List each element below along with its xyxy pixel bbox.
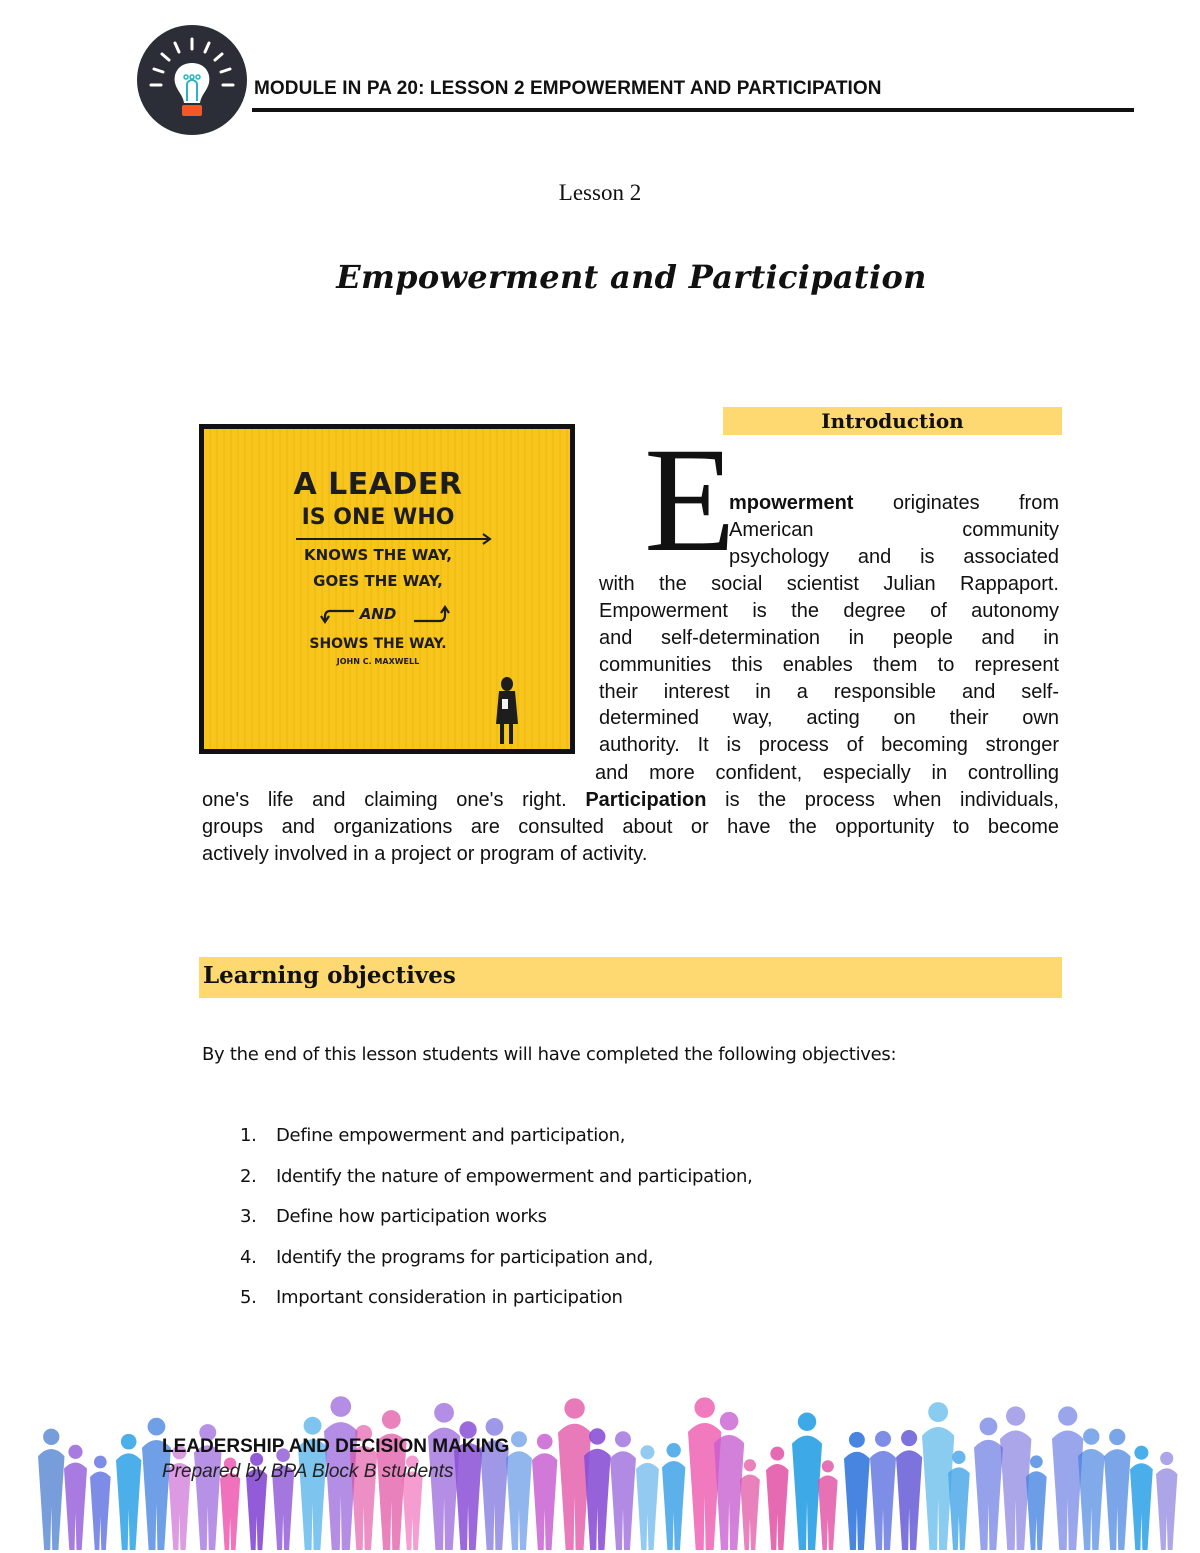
lesson-title: Empowerment and Participation (336, 258, 927, 296)
person-silhouette (636, 1445, 659, 1550)
person-silhouette (116, 1434, 141, 1550)
arrow-right-icon (296, 534, 490, 544)
poster-decoration (204, 429, 570, 749)
paragraph-line: communities this enables them to represent (599, 653, 1059, 676)
objectives-intro: By the end of this lesson students will have completed the following objectives: (202, 1044, 897, 1065)
person-silhouette (1156, 1452, 1177, 1550)
poster-line: SHOWS THE WAY. (309, 636, 447, 652)
list-number: 5. (240, 1287, 257, 1308)
paragraph-line: and more confident, especially in controlling (595, 762, 1059, 784)
list-number: 2. (240, 1166, 257, 1187)
person-silhouette (766, 1447, 789, 1550)
footer-title: LEADERSHIP AND DECISION MAKING (162, 1436, 510, 1457)
text-run: originates from (853, 492, 1059, 514)
leadership-quote-poster (199, 424, 575, 754)
list-number: 1. (240, 1125, 257, 1146)
text-run: one's life and claiming one's right. (202, 789, 586, 811)
person-figure (496, 677, 518, 744)
learning-objectives-banner (199, 957, 1062, 998)
bold-term: mpowerment (729, 492, 854, 514)
list-text: Define empowerment and participation, (276, 1125, 626, 1146)
paragraph-line: their interest in a responsible and self- (599, 680, 1059, 703)
text-run: is the process when individuals, (706, 789, 1059, 811)
introduction-heading: Introduction (723, 407, 1062, 435)
introduction-paragraph (599, 571, 1059, 759)
list-item (240, 1247, 653, 1268)
paragraph-line: psychology and is associated (729, 545, 1059, 568)
person-silhouette (818, 1460, 838, 1550)
person-silhouette (974, 1418, 1003, 1550)
list-number: 4. (240, 1247, 257, 1268)
person-silhouette (1052, 1406, 1083, 1550)
person-silhouette (662, 1443, 685, 1550)
paragraph-line: actively involved in a project or program of activity. (202, 842, 648, 865)
poster-line: IS ONE WHO (301, 505, 455, 530)
lightbulb-icon (137, 25, 247, 135)
poster-author: JOHN C. MAXWELL (336, 657, 420, 666)
introduction-paragraph (202, 787, 1059, 868)
person-silhouette (870, 1431, 896, 1550)
paragraph-line: and self-determination in people and in (599, 626, 1059, 649)
poster-line: AND (359, 605, 397, 623)
list-text: Define how participation works (276, 1206, 547, 1227)
list-text: Identify the programs for participation and, (276, 1247, 654, 1268)
poster-line: KNOWS THE WAY, (304, 546, 452, 564)
person-silhouette (1130, 1446, 1153, 1550)
person-silhouette (38, 1429, 65, 1550)
list-text: Important consideration in participation (276, 1287, 623, 1308)
paragraph-line: determined way, acting on their own (599, 707, 1059, 730)
person-silhouette (610, 1431, 636, 1550)
person-silhouette (896, 1430, 922, 1550)
paragraph-line: American community (729, 518, 1059, 541)
paragraph-line: groups and organizations are consulted about or have the opportunity to become (202, 815, 1059, 838)
footer-subtitle: Prepared by BPA Block B students (162, 1461, 454, 1482)
person-silhouette (1104, 1429, 1130, 1550)
person-silhouette (90, 1456, 111, 1550)
arrow-left-icon (321, 611, 354, 622)
header-divider (252, 108, 1134, 112)
list-item (240, 1206, 547, 1227)
poster-line: GOES THE WAY, (313, 572, 443, 590)
list-item (240, 1166, 753, 1187)
person-silhouette (844, 1432, 870, 1550)
introduction-paragraph (729, 490, 1059, 571)
drop-cap: E (644, 417, 736, 583)
paragraph-line (729, 490, 1059, 517)
paragraph-line (202, 787, 1059, 814)
bold-term: Participation (585, 789, 707, 811)
poster-line: A LEADER (293, 467, 463, 502)
person-silhouette (740, 1459, 760, 1550)
person-silhouette (792, 1412, 822, 1550)
lesson-number: Lesson 2 (558, 180, 642, 205)
list-number: 3. (240, 1206, 257, 1227)
introduction-paragraph (595, 760, 1059, 787)
paragraph-line: authority. It is process of becoming stronger (599, 734, 1059, 757)
person-silhouette (64, 1445, 87, 1550)
module-header-title: MODULE IN PA 20: LESSON 2 EMPOWERMENT AND PARTICIPATION (254, 78, 882, 99)
paragraph-line: with the social scientist Julian Rappaport. (599, 573, 1059, 595)
person-silhouette (506, 1431, 532, 1550)
learning-objectives-heading: Learning objectives (203, 962, 456, 989)
list-item (240, 1125, 625, 1146)
list-item (240, 1287, 623, 1308)
paragraph-line: Empowerment is the degree of autonomy (599, 599, 1059, 622)
person-silhouette (532, 1434, 557, 1550)
list-text: Identify the nature of empowerment and participation, (276, 1166, 753, 1187)
arrow-up-icon (414, 607, 449, 621)
